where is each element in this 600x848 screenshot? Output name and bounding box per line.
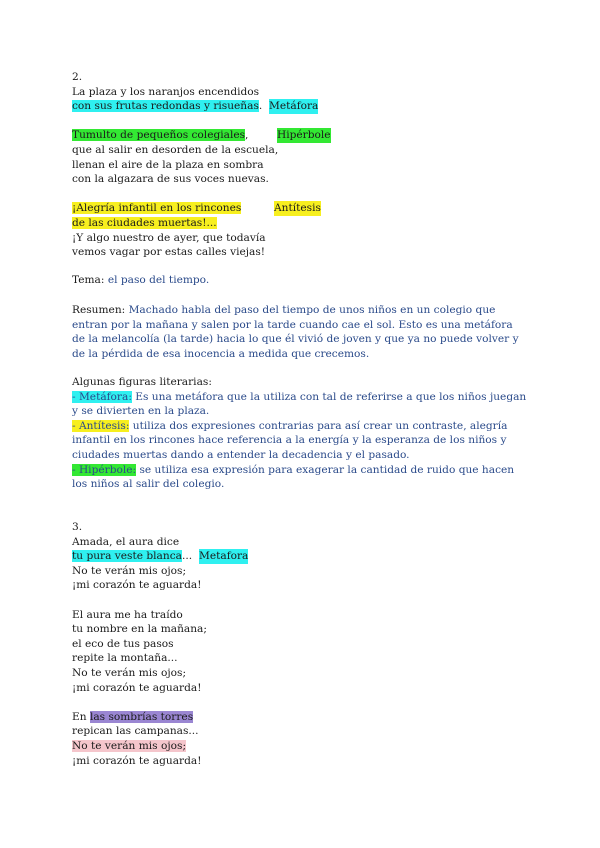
highlight-pink: No te verán mis ojos;: [72, 739, 187, 752]
section-3: [72, 520, 207, 768]
section-number: 2.: [72, 71, 83, 83]
resumen: [72, 303, 528, 361]
figuras-title: Algunas figuras literarias:: [72, 376, 212, 388]
poem-line-prefix: En: [72, 710, 90, 723]
poem-line: [72, 128, 278, 143]
tema: [72, 273, 528, 288]
figura-item: [72, 419, 528, 463]
poem-line: [72, 710, 207, 725]
figura-item: [72, 463, 528, 492]
figura-label-antitesis: - Antítesis:: [72, 419, 130, 432]
poem-line: El aura me ha traído: [72, 608, 183, 621]
resumen-label: Resumen:: [72, 304, 126, 316]
poem-line: No te verán mis ojos;: [72, 666, 187, 679]
highlight-antitesis: de las ciudades muertas!...: [72, 216, 217, 229]
poem-line: tu nombre en la mañana;: [72, 623, 207, 636]
poem-line: con la algazara de sus voces nuevas.: [72, 173, 269, 186]
poem-line-punct: ,: [245, 129, 249, 142]
section-2: [72, 70, 278, 260]
poem-line: que al salir en desorden de la escuela,: [72, 143, 279, 156]
tema-label: Tema:: [72, 274, 105, 286]
poem-line: ¡mi corazón te aguarda!: [72, 754, 202, 767]
poem-line: Amada, el aura dice: [72, 535, 180, 548]
highlight-metafora: con sus frutas redondas y risueñas: [72, 100, 259, 113]
figura-label-hiperbole: - Hipérbole:: [72, 463, 137, 476]
poem-line: repican las campanas...: [72, 725, 199, 738]
poem-line: La plaza y los naranjos encendidos: [72, 85, 260, 98]
poem-line: [72, 739, 207, 754]
highlight-hiperbole: Tumulto de pequeños colegiales: [72, 129, 246, 142]
poem-line: repite la montaña...: [72, 652, 178, 665]
poem-line: ¡Y algo nuestro de ayer, que todavía: [72, 231, 266, 244]
poem-line: No te verán mis ojos;: [72, 564, 187, 577]
poem-line: el eco de tus pasos: [72, 637, 174, 650]
figuras: [72, 375, 528, 492]
tag-metafora: Metafora: [199, 550, 249, 563]
figura-text: utiliza dos expresiones contrarias para así crear un contraste, alegría infantil en los rincones hace referencia a la energía y la esperanza de los niños y ciudades muertas dando a entender la decadencia y el pasado.: [72, 419, 508, 461]
section-number: 3.: [72, 521, 83, 533]
poem-line: vemos vagar por estas calles viejas!: [72, 246, 266, 259]
figura-label-metafora: - Metáfora:: [72, 390, 132, 403]
poem-line: [72, 201, 278, 216]
poem-line: [72, 216, 278, 231]
poem-line: [72, 549, 207, 564]
poem-line: llenan el aire de la plaza en sombra: [72, 158, 264, 171]
tag-metafora: Metáfora: [269, 100, 319, 113]
poem-line-punct: ...: [181, 550, 193, 563]
figura-item: [72, 390, 528, 419]
poem-line: ¡mi corazón te aguarda!: [72, 579, 202, 592]
tag-hiperbole: Hipérbole: [277, 129, 331, 142]
tag-antitesis: Antítesis: [274, 202, 321, 215]
poem-line: ¡mi corazón te aguarda!: [72, 681, 202, 694]
figura-text: Es una metáfora que la utiliza con tal de referirse a que los niños juegan y se divierten en la plaza.: [72, 390, 527, 418]
tema-text: el paso del tiempo.: [104, 274, 210, 286]
highlight-metafora: tu pura veste blanca: [72, 550, 182, 563]
poem-line-punct: .: [258, 100, 263, 113]
poem-line: [72, 99, 278, 114]
highlight-antitesis: ¡Alegría infantil en los rincones: [72, 202, 242, 215]
highlight-purple: las sombrías torres: [89, 710, 194, 723]
resumen-text: Machado habla del paso del tiempo de unos niños en un colegio que entran por la mañana y salen por la tarde cuando cae el sol. Esto es una metáfora de la melancolía (la tarde) hacia lo que él vivió de joven y que ya no puede volver y de la pérdida de esa inocencia a medida que crecemos.: [72, 304, 519, 360]
figura-text: se utiliza esa expresión para exagerar la cantidad de ruido que hacen los niños al salir del colegio.: [72, 463, 515, 491]
